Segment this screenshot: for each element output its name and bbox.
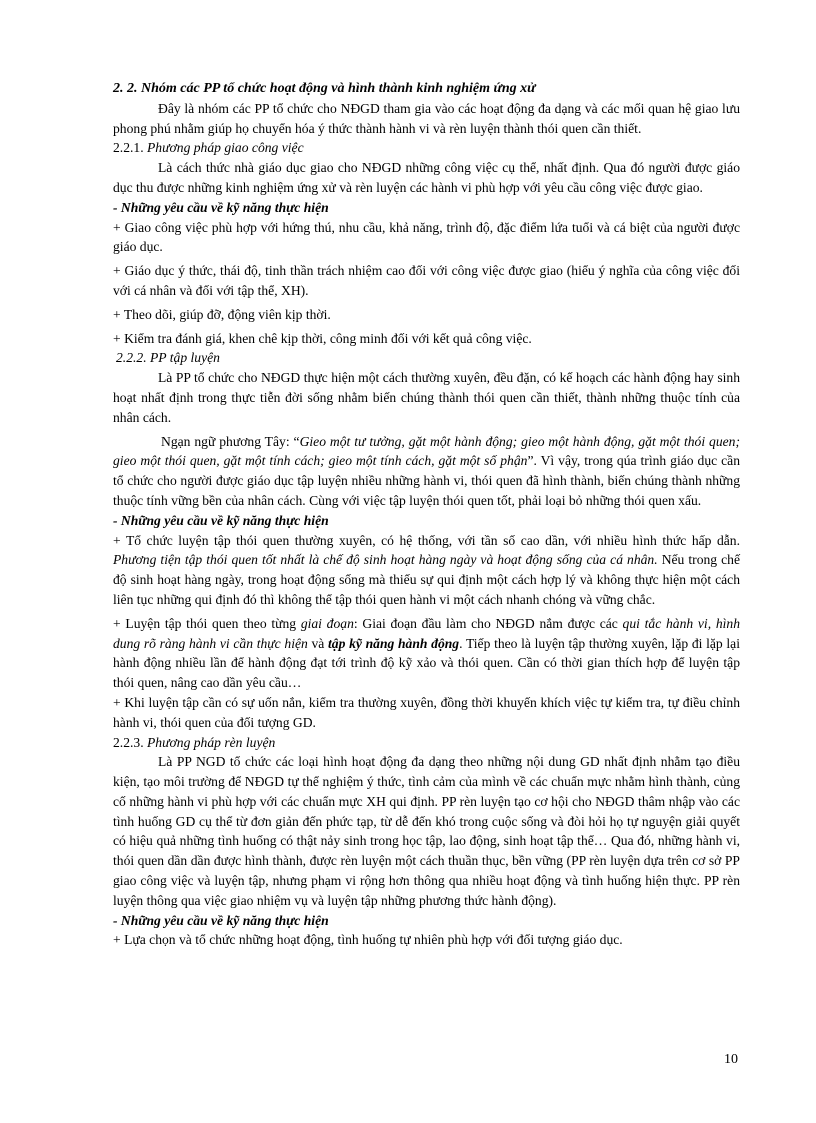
proverb-paragraph [113,432,740,511]
subsection-number: 2.2.2. [116,350,147,366]
subsection-title: PP tập luyện [150,350,220,366]
list-item: + Lựa chọn và tổ chức những hoạt động, tình huống tự nhiên phù hợp với đối tượng giáo dục. [113,932,623,948]
subsection-223-desc: Là PP NGD tổ chức các loại hình hoạt động đa dạng theo những nội dung GD nhất định nhằm tạo điều kiện, tạo môi trường để NĐGD tự thể nghiệm ý thức, tình cảm của mình về các chuẩn mực nhằm hình thành, củng cố những hành vi phù hợp với các chuẩn mực XH qui định. PP rèn luyện tạo cơ hội cho NĐGD thâm nhập vào các tình huống GD cụ thể từ đơn giản đến phức tạp, từ dễ đến khó trong cuộc sống và đòi hỏi họ tự nguyện giải quyết có hiệu quả những tình huống có thật nảy sinh trong học tập, lao động, sinh hoạt tập thể… Qua đó, những hành vi, thói quen dần dần được hình thành, được rèn luyện một cách thuần thục, bền vững (PP rèn luyện dựa trên cơ sở PP giao công việc và luyện tập, nhưng phạm vi rộng hơn thông qua nhiều hoạt động và tình huống hiện thực. PP rèn luyện thông qua việc giao nhiệm vụ và luyện tập những phương thức hành động). [113,754,740,908]
subsection-222-desc: Là PP tổ chức cho NĐGD thực hiện một cách thường xuyên, đều đặn, có kế hoạch các hành động hay sinh hoạt nhất định trong thực tiễn đời sống nhằm biến chúng thành thói quen cần thiết, thành những thuộc tính của nhân cách. [113,370,740,425]
item-emphasis: qui tắc hành vi, hình dung rõ ràng hành vi cần thực hiện [113,615,740,651]
item-text: và [307,635,329,651]
item-text: + Luyện tập thói quen theo từng [113,615,301,631]
section-title: 2. 2. Nhóm các PP tổ chức hoạt động và hình thành kinh nghiệm ứng xử [113,81,536,96]
subsection-222-heading [116,348,740,368]
list-item: + Khi luyện tập cần có sự uốn nắn, kiểm tra thường xuyên, đồng thời khuyến khích việc tự kiểm tra, tự điều chỉnh hành vi, thói quen của đối tượng GD. [113,694,740,730]
proverb-lead: Ngạn ngữ phương Tây: “ [161,433,300,449]
requirements-heading: - Những yêu cầu về kỹ năng thực hiện [113,199,329,215]
subsection-title: Phương pháp rèn luyện [147,734,276,750]
list-item: + Theo dõi, giúp đỡ, động viên kịp thời. [113,306,331,322]
subsection-title: Phương pháp giao công việc [147,140,304,156]
subsection-number: 2.2.1. [113,140,144,156]
list-item: + Giao công việc phù hợp với hứng thú, nhu cầu, khả năng, trình độ, đặc điểm lứa tuổi và cá biệt của người được giáo dục. [113,219,740,255]
item-text: Nếu trong chế độ sinh hoạt hàng ngày, trong hoạt động sống mà thiếu sự qui định một cách hợp lý và không thực hiện một cách liên tục những qui định đó thì không thể tập thói quen hành vi một cách nhanh chóng và vững chắc. [113,552,741,607]
item-emphasis: Phương tiện tập thói quen tốt nhất là chế độ sinh hoạt hàng ngày và hoạt động sống của cá nhân. [113,552,658,568]
subsection-221-desc: Là cách thức nhà giáo dục giao cho NĐGD những công việc cụ thể, nhất định. Qua đó người được giáo dục thu được những kinh nghiệm ứng xử và rèn luyện các hành vi phù hợp với yêu cầu công việc được giao. [113,160,740,195]
list-item: + Kiểm tra đánh giá, khen chê kịp thời, công minh đối với kết quả công việc. [113,330,532,346]
list-item [113,531,740,610]
list-item: + Giáo dục ý thức, thái độ, tinh thần trách nhiệm cao đối với công việc được giao (hiểu ý nghĩa của công việc đối với cá nhân và đối với tập thể, XH). [113,263,740,298]
subsection-223-heading [113,733,740,753]
requirements-heading: - Những yêu cầu về kỹ năng thực hiện [113,512,329,528]
item-text: . Tiếp theo là luyện tập thường xuyên, lặp đi lặp lại hành động nhiều lần để hành động đạt tới trình độ kỹ xảo và thói quen. Cần có thời gian thích hợp để luyện tập thói quen, nâng cao dần yêu cầu… [113,635,740,691]
page-number: 10 [724,1052,738,1067]
item-strong: tập kỹ năng hành động [328,635,460,651]
requirements-heading: - Những yêu cầu về kỹ năng thực hiện [113,912,329,928]
subsection-221-heading [113,138,740,158]
item-text: + Tổ chức luyện tập thói quen thường xuyên, có hệ thống, với tần số cao dần, với nhiều hình thức hấp dẫn. [113,532,740,548]
item-text: : Giai đoạn đầu làm cho NĐGD nắm được các [353,615,623,631]
proverb-tail: ”. Vì vậy, trong qúa trình giáo dục cần tổ chức cho người được giáo dục tập luyện nhiều những hành vi, thói quen đã hình thành, biến chúng thành những thuộc tính vững bền của nhân cách. Cùng với việc tập luyện thói quen tốt, phải loại bỏ những thói quen xấu. [113,453,740,508]
item-emphasis: giai đoạn [300,615,354,631]
proverb-quote: Gieo một tư tưởng, gặt một hành động; gieo một hành động, gặt một thói quen; gieo một thói quen, gặt một tính cách; gieo một tính cách, gặt một số phận [113,433,740,469]
intro-paragraph: Đây là nhóm các PP tổ chức cho NĐGD tham gia vào các hoạt động đa dạng và các mối quan hệ giao lưu phong phú nhằm giúp họ chuyển hóa ý thức thành hành vi và rèn luyện thành thói quen cần thiết. [113,100,740,136]
subsection-number: 2.2.3. [113,734,144,750]
list-item [113,614,740,693]
document-body [113,79,740,950]
